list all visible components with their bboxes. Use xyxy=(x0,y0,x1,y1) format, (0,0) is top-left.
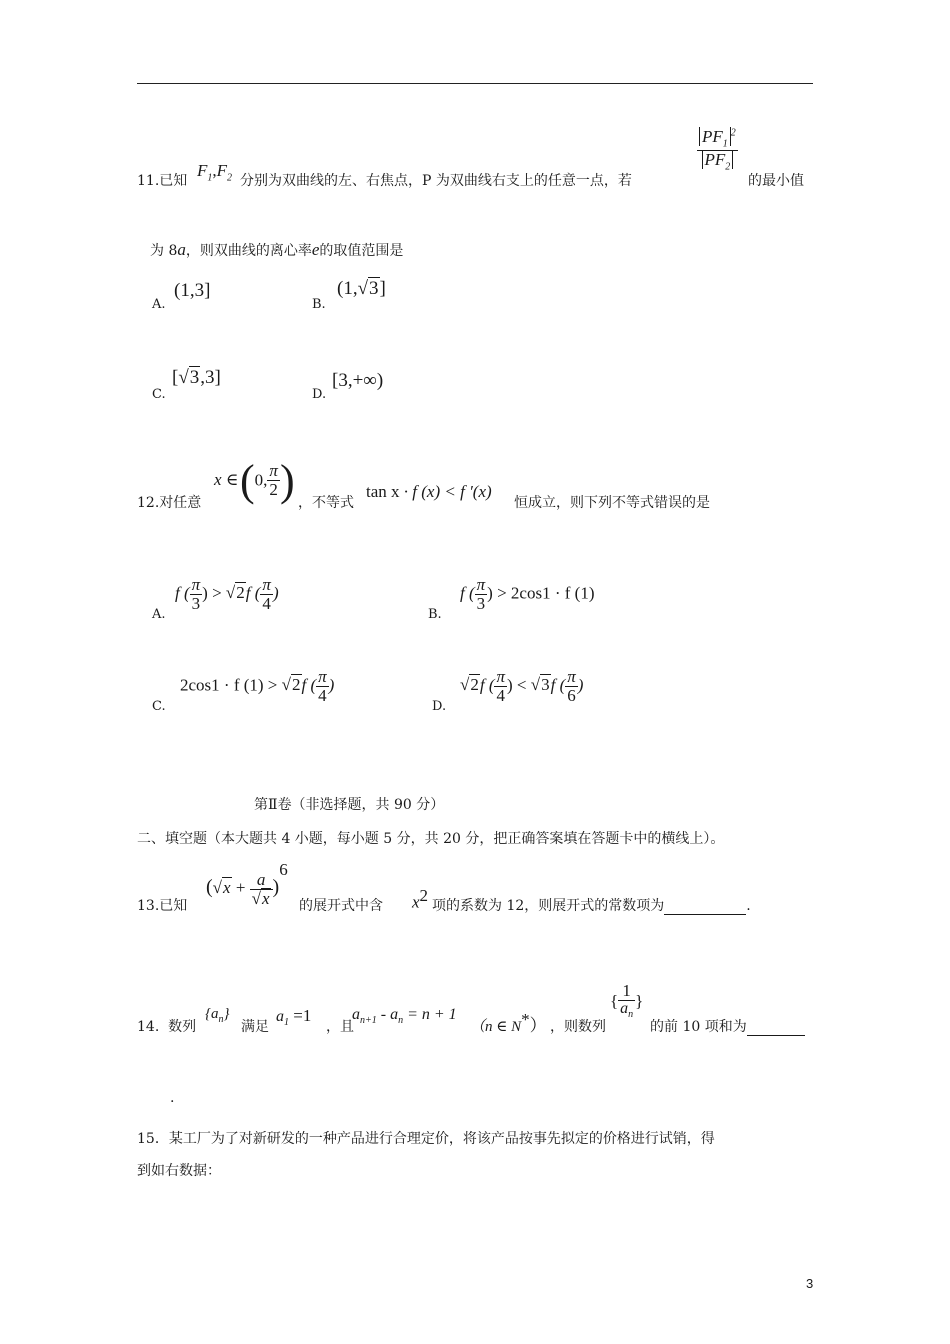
q12-text: ，不等式 xyxy=(298,495,354,511)
q12-tail: 恒成立，则下列不等式错误的是 xyxy=(514,495,710,511)
q14-period: . xyxy=(170,1090,175,1106)
q11-option-b: B. xyxy=(312,297,326,312)
q11-tail: 的最小值 xyxy=(748,173,804,189)
q14-recurrence: $a_{n+1} - a_n = n + 1$ xyxy=(352,1006,457,1027)
q12-domain: x ∈ xyxy=(214,470,239,489)
q13-number: 13. xyxy=(137,898,160,914)
page-number: 3 xyxy=(806,1276,814,1291)
q13-text: 的展开式中含 xyxy=(299,898,383,914)
q13-x2: $x^2$ xyxy=(412,886,429,912)
q15-line1: 15．某工厂为了对新研发的一种产品进行合理定价，将该产品按事先拟定的价格进行试销，得 xyxy=(137,1131,715,1147)
section2-title: 第Ⅱ卷（非选择题，共 90 分） xyxy=(254,797,445,813)
q11-number: 11. xyxy=(137,173,160,189)
q12-option-c-value: 2cos1 · f (1) > √2f ( $\frac{\pi}{4}$ ) xyxy=(180,667,335,705)
q11-fraction: $\frac{PF_1^2}{PF_2}$ xyxy=(697,128,738,173)
q14-then: ，则数列 xyxy=(550,1019,606,1035)
q13-tail: 项的系数为 12，则展开式的常数项为 . xyxy=(432,898,751,914)
q13-answer-blank[interactable] xyxy=(664,898,746,915)
q11-text: 分别为双曲线的左、右焦点，P 为双曲线右支上的任意一点，若 xyxy=(240,173,632,189)
q11-option-d-value: [3,+∞) xyxy=(332,370,384,391)
section2-heading: 二、填空题（本大题共 4 小题，每小题 5 分，共 20 分，把正确答案填在答题卡中的横线上）。 xyxy=(137,831,725,847)
q12-inequality: tan x · f (x) < f ′(x) xyxy=(366,482,492,501)
q12-option-b: B. xyxy=(428,607,442,622)
q12-option-d: D. xyxy=(432,699,447,714)
q12-line: 12.对任意 xyxy=(137,495,202,511)
q11-line2: 为 8a，则双曲线的离心率e的取值范围是 xyxy=(150,240,404,259)
q12-option-a: A. xyxy=(152,607,166,622)
q14-domain: （n ∈ N*） xyxy=(470,1010,547,1035)
q11-option-c-value: [√3,3] xyxy=(172,367,221,388)
q12-option-d-value: √2f ( $\frac{\pi}{4}$ ) < √3f ( $\frac{\pi}{6}$ ) xyxy=(460,667,584,705)
q14-reciprocal: { $\frac{1}{a_n}$ } xyxy=(610,981,644,1021)
q11-option-c: C. xyxy=(152,387,166,402)
q12-number: 12. xyxy=(137,495,160,511)
q15-line2: 到如右数据： xyxy=(137,1163,221,1179)
q14-number: 14. xyxy=(137,1019,160,1035)
q12-option-c: C. xyxy=(152,699,166,714)
q14-label: 14. 数列 xyxy=(137,1019,197,1035)
q11-option-b-value: (1,√3] xyxy=(337,278,386,299)
q11-option-a: A. xyxy=(152,297,166,312)
q14-sequence: $\{a_n\}$ xyxy=(205,1006,230,1025)
q11-line1: 11.已知 xyxy=(137,173,188,189)
q14-and: ，且 xyxy=(326,1019,354,1035)
q11-option-d: D. xyxy=(312,387,327,402)
q14-tail: 的前 10 项和为 xyxy=(650,1016,805,1036)
header-rule xyxy=(137,83,813,84)
q13-expression: (√x + $\frac{a}{√x}$ )$^6$ xyxy=(206,860,288,908)
q11-foci: $F_1,F_2$ xyxy=(197,161,233,184)
q12-interval: (0, $\frac{\pi}{2}$ ) xyxy=(240,456,295,505)
q11-option-a-value: (1,3] xyxy=(174,280,211,301)
q14-answer-blank[interactable] xyxy=(747,1019,805,1036)
q14-a1: $a_1 =1$ xyxy=(276,1006,312,1029)
q12-option-b-value: f ( $\frac{\pi}{3}$ ) > 2cos1 · f (1) xyxy=(460,575,595,613)
q14-satisfies: 满足 xyxy=(241,1019,269,1035)
q12-option-a-value: f ( $\frac{\pi}{3}$ ) > √2f ( $\frac{\pi}{4}$ ) xyxy=(175,575,279,613)
q13-label: 13.已知 xyxy=(137,898,188,914)
